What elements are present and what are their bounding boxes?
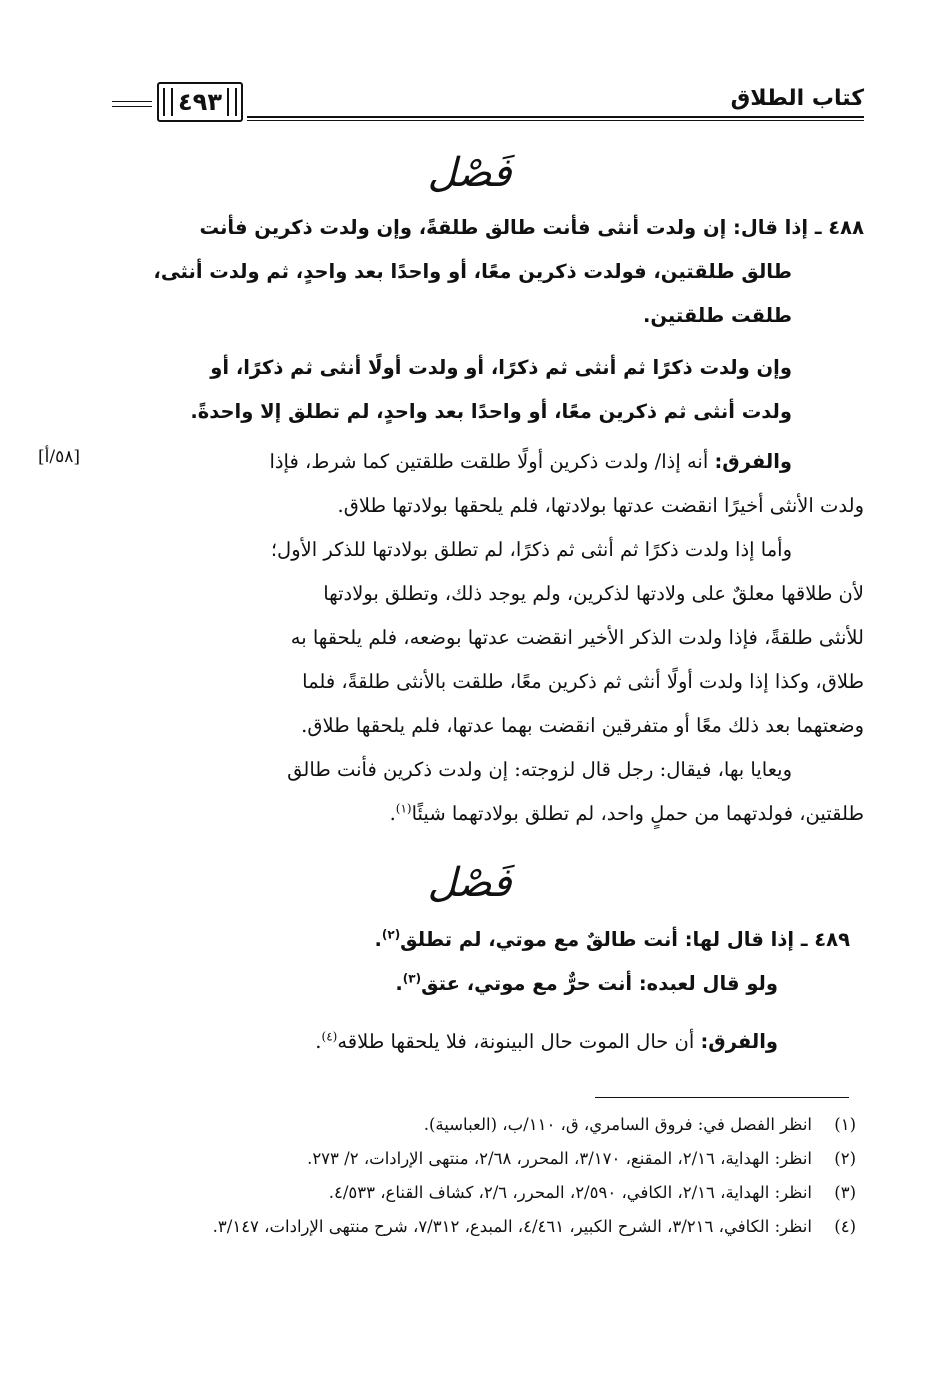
footnote-number: (١) [834, 1115, 856, 1134]
text-line: طلقتين، فولدتهما من حملٍ واحد، لم تطلق بولادتهما شيئًا$^{(١)}$. [389, 801, 864, 825]
text-line: ٤٨٩ ـ إذا قال لها: أنت طالقٌ مع موتي، لم تطلق$^{(٢)}$. [374, 927, 850, 951]
difference-label: والفرق: [714, 450, 792, 473]
text-line: والفرق: أنه إذا/ ولدت ذكرين أولًا طلقت طلقتين كما شرط، فإذا [269, 450, 792, 473]
difference-paragraph [148, 440, 864, 528]
explanation-paragraph [148, 528, 864, 748]
text-line: ويعايا بها، فيقال: رجل قال لزوجته: إن ولدت ذكرين فأنت طالق [287, 758, 792, 781]
question-488-variant [148, 346, 864, 434]
footnotes [112, 1108, 856, 1244]
text-line: ٤٨٨ ـ إذا قال: إن ولدت أنثى فأنت طالق طلقةً، وإن ولدت ذكرين فأنت [199, 216, 864, 239]
question-489 [148, 918, 850, 1006]
difference-label: والفرق: [700, 1030, 778, 1053]
footnote-separator [595, 1097, 849, 1098]
difference-paragraph [148, 1020, 850, 1064]
running-header [112, 82, 864, 128]
text-line: طالق طلقتين، فولدت ذكرين معًا، أو واحدًا بعد واحدٍ، ثم ولدت أنثى، [153, 260, 792, 283]
footnote [112, 1142, 856, 1176]
section-heading: فَصْل [427, 860, 512, 906]
footnote-text: انظر الفصل في: فروق السامري، ق، ١١٠/ب، (العباسية). [423, 1115, 812, 1134]
question-488 [120, 206, 864, 338]
footnote [112, 1210, 856, 1244]
footnote-ref[interactable]: (٢) [381, 927, 401, 942]
header-rule-thin [247, 120, 864, 121]
footnote-ref[interactable]: (١) [395, 801, 412, 816]
text-line: وإن ولدت ذكرًا ثم أنثى ثم ذكرًا، أو ولدت أولًا أنثى ثم ذكرًا، أو [210, 356, 792, 379]
text-line: طلقت طلقتين. [642, 304, 792, 327]
header-left-rule [112, 101, 152, 102]
text-line: والفرق: أن حال الموت حال البينونة، فلا يلحقها طلاقه$^{(٤)}$. [315, 1029, 778, 1053]
manuscript-folio-note: [٥٨/أ] [38, 447, 80, 467]
footnote-ref[interactable]: (٣) [402, 971, 422, 986]
text-line: طلاق، وكذا إذا ولدت أولًا أنثى ثم ذكرين معًا، طلقت بالأنثى طلقةً، فلما [302, 670, 864, 693]
footnote [112, 1108, 856, 1142]
page-number: ٤٩٣ [157, 82, 243, 122]
footnote-number: (٣) [834, 1183, 856, 1202]
footnote-text: انظر: الهداية، ٢/١٦، الكافي، ٢/٥٩٠، المحرر، ٢/٦، كشاف القناع، ٤/٥٣٣. [328, 1183, 812, 1202]
text-line: ولدت أنثى ثم ذكرين معًا، أو واحدًا بعد واحدٍ، لم تطلق إلا واحدةً. [190, 400, 792, 423]
footnote-number: (٢) [834, 1149, 856, 1168]
footnote-number: (٤) [834, 1217, 856, 1236]
footnote [112, 1176, 856, 1210]
text-line: وأما إذا ولدت ذكرًا ثم أنثى ثم ذكرًا، لم تطلق بولادتها للذكر الأول؛ [270, 538, 792, 561]
footnote-ref[interactable]: (٤) [321, 1029, 338, 1044]
text-line: ولو قال لعبده: أنت حرٌّ مع موتي، عتق$^{(٣)}$. [395, 971, 778, 995]
text-line: ولدت الأنثى أخيرًا انقضت عدتها بولادتها، فلم يلحقها بولادتها طلاق. [337, 494, 864, 517]
section-heading: فَصْل [427, 150, 512, 196]
riddle-paragraph [148, 748, 864, 836]
text-line: لأن طلاقها معلقٌ على ولادتها لذكرين، ولم يوجد ذلك، وتطلق بولادتها [323, 582, 864, 605]
footnote-text: انظر: الكافي، ٣/٢١٦، الشرح الكبير، ٤/٤٦١، المبدع، ٧/٣١٢، شرح منتهى الإرادات، ٣/١٤٧. [212, 1217, 812, 1236]
header-left-rule [112, 106, 152, 107]
footnote-text: انظر: الهداية، ٢/١٦، المقنع، ٣/١٧٠، المحرر، ٢/٦٨، منتهى الإرادات، ٢/ ٢٧٣. [307, 1149, 812, 1168]
header-rule [247, 116, 864, 118]
book-title: كتاب الطلاق [730, 86, 864, 111]
text-line: للأنثى طلقةً، فإذا ولدت الذكر الأخير انقضت عدتها بوضعه، فلم يلحقها به [290, 626, 864, 649]
text-line: وضعتهما بعد ذلك معًا أو متفرقين انقضت بهما عدتها، فلم يلحقها طلاق. [301, 714, 864, 737]
